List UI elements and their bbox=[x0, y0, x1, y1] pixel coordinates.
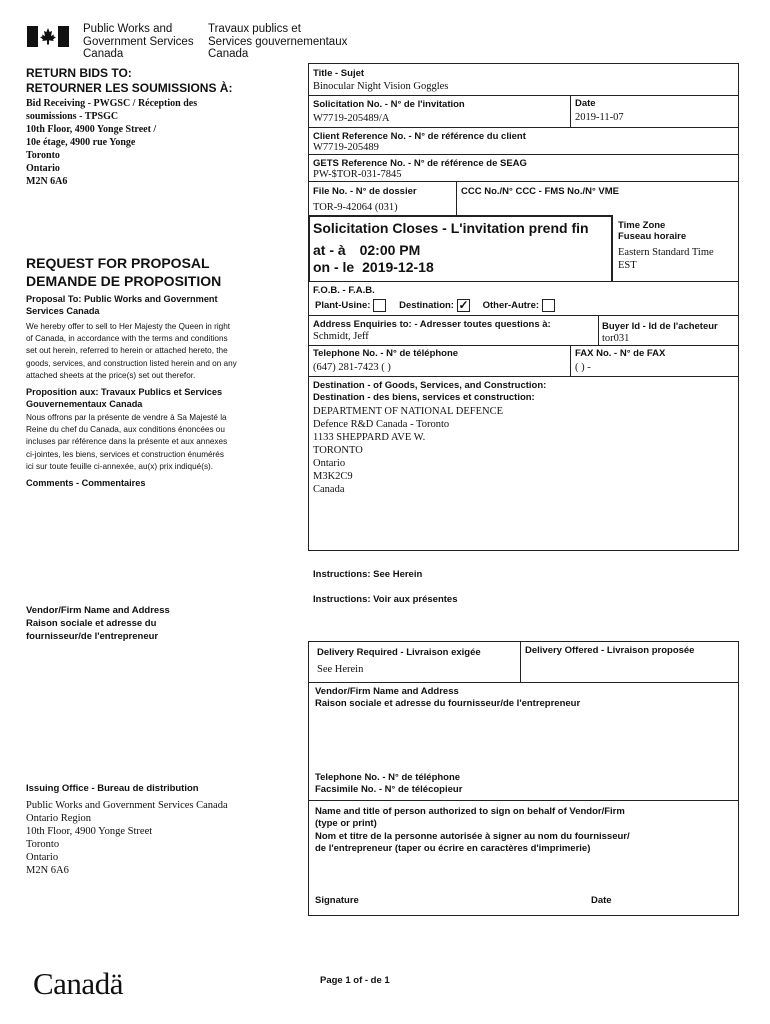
date-value: 2019-11-07 bbox=[575, 112, 624, 123]
destination-label: Destination - of Goods, Services, and Construction: Destination - des biens, services et construction: bbox=[313, 380, 547, 403]
fax-value: ( ) - bbox=[575, 362, 591, 373]
vendor-phone-fax-label: Telephone No. - N° de téléphone Facsimile No. - N° de télécopieur bbox=[315, 772, 463, 795]
fob-label: F.O.B. - F.A.B. bbox=[313, 285, 375, 296]
vendor-firm-left-label: Vendor/Firm Name and Address Raison sociale et adresse du fournisseur/de l'entrepreneur bbox=[26, 605, 170, 642]
gets-reference-label: GETS Reference No. - N° de référence de SEAG bbox=[313, 158, 527, 169]
address-enquiries-label: Address Enquiries to: - Adresser toutes questions à: bbox=[313, 319, 551, 330]
department-name-en: Public Works and Government Services Canada bbox=[83, 23, 194, 60]
client-reference-label: Client Reference No. - N° de référence du client bbox=[313, 131, 526, 142]
signature-date-label: Date bbox=[591, 895, 612, 906]
proposal-to-label: Proposal To: Public Works and Government Services Canada bbox=[26, 294, 218, 316]
telephone-value: (647) 281-7423 ( ) bbox=[313, 362, 391, 373]
buyer-id-label: Buyer Id - Id de l'acheteur bbox=[602, 321, 718, 332]
file-number-label: File No. - N° de dossier bbox=[313, 186, 417, 197]
file-number-value: TOR-9-42064 (031) bbox=[313, 202, 398, 213]
vendor-name-address-label: Vendor/Firm Name and Address Raison sociale et adresse du fournisseur/de l'entrepreneur bbox=[315, 686, 581, 709]
buyer-id-value: tor031 bbox=[602, 333, 630, 344]
solicitation-number-label: Solicitation No. - N° de l'invitation bbox=[313, 99, 465, 110]
fob-options: Plant-Usine: Destination: ✓ Other-Autre: bbox=[315, 299, 559, 312]
comments-label: Comments - Commentaires bbox=[26, 478, 146, 489]
proposition-label: Proposition aux: Travaux Publics et Services Gouvernementaux Canada bbox=[26, 387, 223, 410]
issuing-office-address: Public Works and Government Services Canada Ontario Region 10th Floor, 4900 Yonge Street Toronto Ontario M2N 6A6 bbox=[26, 800, 228, 876]
date-label: Date bbox=[575, 98, 596, 109]
client-reference-value: W7719-205489 bbox=[313, 142, 379, 153]
closing-time: at - à 02:00 PM bbox=[313, 242, 421, 258]
plant-usine-checkbox[interactable] bbox=[373, 299, 386, 312]
solicitation-closes-title: Solicitation Closes - L'invitation prend fin bbox=[313, 220, 589, 236]
title-label: Title - Sujet bbox=[313, 68, 365, 79]
authorized-person-label: Name and title of person authorized to sign on behalf of Vendor/Firm (type or print) Nom et titre de la personne autorisée à signer au nom du fournisseur/ de l'entrepreneur (taper ou écrire en caractères d'imprimerie) bbox=[315, 806, 630, 854]
gets-reference-value: PW-$TOR-031-7845 bbox=[313, 169, 402, 180]
delivery-required-label: Delivery Required - Livraison exigée bbox=[317, 647, 481, 658]
department-name-fr: Travaux publics et Services gouvernementaux Canada bbox=[208, 23, 348, 60]
ccc-number-label: CCC No./N° CCC - FMS No./N° VME bbox=[461, 186, 620, 197]
delivery-required-value: See Herein bbox=[317, 664, 364, 675]
instructions-en: Instructions: See Herein bbox=[313, 569, 423, 580]
page-number: Page 1 of - de 1 bbox=[320, 975, 390, 986]
delivery-offered-label: Delivery Offered - Livraison proposée bbox=[525, 645, 695, 656]
return-bids-title: RETURN BIDS TO: RETOURNER LES SOUMISSIONS À: bbox=[26, 66, 233, 95]
proposal-to-body: We hereby offer to sell to Her Majesty the Queen in right of Canada, in accordance with the terms and conditions set out herein, referred to herein or attached hereto, the goods, services, and construction listed herein and on any attached sheets at the price(s) set out therefor. bbox=[26, 322, 237, 380]
rfp-title: REQUEST FOR PROPOSAL DEMANDE DE PROPOSITION bbox=[26, 255, 222, 289]
instructions-fr: Instructions: Voir aux présentes bbox=[313, 594, 458, 605]
fax-label: FAX No. - N° de FAX bbox=[575, 348, 666, 359]
other-autre-checkbox[interactable] bbox=[542, 299, 555, 312]
time-zone-value: Eastern Standard Time EST bbox=[618, 247, 714, 271]
issuing-office-label: Issuing Office - Bureau de distribution bbox=[26, 783, 199, 794]
destination-address: DEPARTMENT OF NATIONAL DEFENCE Defence R&D Canada - Toronto 1133 SHEPPARD AVE W. TORONTO Ontario M3K2C9 Canada bbox=[313, 406, 504, 495]
title-value: Binocular Night Vision Goggles bbox=[313, 81, 449, 92]
signature-label: Signature bbox=[315, 895, 359, 906]
telephone-label: Telephone No. - N° de téléphone bbox=[313, 348, 459, 359]
address-enquiries-value: Schmidt, Jeff bbox=[313, 331, 369, 342]
solicitation-number-value: W7719-205489/A bbox=[313, 113, 390, 124]
canada-flag-logo bbox=[27, 26, 69, 47]
destination-checkbox[interactable]: ✓ bbox=[458, 298, 469, 312]
proposal-to-section bbox=[26, 293, 266, 489]
canada-wordmark: Canadä bbox=[33, 966, 123, 1001]
proposition-body: Nous offrons par la présente de vendre à Sa Majesté la Reine du chef du Canada, aux conditions énoncées ou incluses par référence dans la présente et aux annexes ci-jointes, les biens, services et construction énumérés ici sur toute feuille ci-annexée, au(x) prix indiqué(s). bbox=[26, 413, 228, 471]
return-bids-address: Bid Receiving - PWGSC / Réception des soumissions - TPSGC 10th Floor, 4900 Yonge Street / 10e étage, 4900 rue Yonge Toronto Ontario M2N 6A6 bbox=[26, 98, 198, 187]
time-zone-label: Time Zone Fuseau horaire bbox=[618, 220, 687, 242]
closing-date: on - le 2019-12-18 bbox=[313, 259, 434, 275]
